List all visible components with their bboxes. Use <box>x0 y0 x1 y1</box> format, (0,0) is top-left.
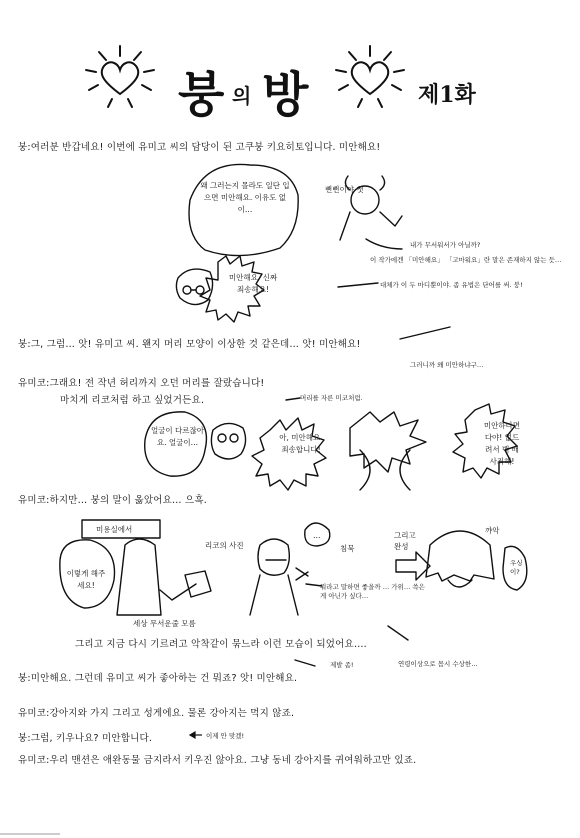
bubble-face: 얼굴이 다르잖아요. 얼굴이… <box>150 426 205 447</box>
episode-label: 제1화 <box>418 82 476 108</box>
dots: … <box>313 531 321 540</box>
photo-label: 리코의 사진 <box>205 541 244 550</box>
salon-label: 미용실에서 <box>96 525 133 534</box>
title-boong: 붕 <box>178 67 225 123</box>
note-cheek: 뻔뻔이야 첫 <box>325 185 364 194</box>
scream-label: 꺄악 <box>485 526 500 535</box>
boong-line-4: 붕:그럼, 키우나요? 미안합니다. <box>18 733 153 744</box>
yumiko-line-3: 유미코:강아지와 가지 그리고 성게에요. 물론 강아지는 먹지 않죠. <box>18 708 295 719</box>
note-why: 그러니까 왜 미안하냐구… <box>410 361 484 369</box>
note-phrases: 이 작가에겐 「미안해요」 「고마워요」란 말은 존재하지 않는 듯… <box>370 256 562 264</box>
note-again: 이제 안 맞겠! <box>206 732 245 740</box>
silence-label: 침묵 <box>340 544 355 553</box>
caption-world: 세상 무서운줄 모름 <box>133 619 196 628</box>
yumiko-line-4: 유미코:우리 맨션은 애완동물 금지라서 키우진 않아요. 그냥 동네 강아지를 귀여워하고만 있죠. <box>18 755 417 766</box>
caption-after: 그리고 지금 다시 기르려고 악착같이 묶느라 이런 모습이 되었어요…. <box>75 639 367 650</box>
intro-line: 붕:여러분 반갑네요! 이번에 유미고 씨의 담당이 된 고쿠붕 키요히토입니다. 미안해요! <box>18 142 381 153</box>
bubble-sorry: 미안해요. 신짜 죄송해요! <box>228 273 278 294</box>
yumiko-line-1b: 마치게 리코처럼 하고 싶었거든요. <box>60 395 205 406</box>
yumiko-line-1a: 유미코:그래요! 전 작년 허리까지 오던 머리를 잘랐습니다! <box>18 378 265 389</box>
boong-line-3: 붕:미안해요. 그런데 유미고 씨가 좋아하는 건 뭐죠? 앗! 미안해요. <box>18 673 298 684</box>
sob-label: 우싱이? <box>510 559 523 576</box>
bubble-boong-sorry: 아, 미안해요. 죄송합니다! <box>279 433 323 454</box>
bubble-salon: 이렇게 해주세요! <box>66 569 106 590</box>
bubble-yumiko-angry: 미안하다면 다야! 없드려서 백 배 사죄해! <box>483 421 521 466</box>
yumiko-line-2: 유미코:하지만… 붕의 말이 옳았어요… 으흑. <box>18 495 207 506</box>
then-done: 그리고 완성 <box>394 531 416 551</box>
note-enough: 제발 좀! <box>330 661 354 669</box>
note-cut: 머리를 자른 미코처럼. <box>300 394 363 402</box>
note-wrong: 내가 무서워서가 아닐까? <box>410 241 481 249</box>
stylist-note: 뭐라고 말하면 좋을까 … 가위… 쓱은게 아닌가 싶다… <box>320 583 425 600</box>
boong-line-2: 붕:그, 그럼… 앗! 유미고 씨. 왠지 머리 모양이 이상한 것 같은데… 앗! 미안해요! <box>18 339 361 350</box>
bubble-reason: 왜 그러는지 몰라도 일단 입으면 미안해요. 이유도 없이… <box>200 181 290 214</box>
note-hair: 연령이상으로 몹시 수상한… <box>398 660 478 668</box>
note-dialect: 대체가 이 두 마디뿐이야. 좀 유법은 단어를 써. 붕! <box>380 281 523 289</box>
title-bang: 방 <box>262 67 309 123</box>
title-ui: 의 <box>232 84 252 108</box>
